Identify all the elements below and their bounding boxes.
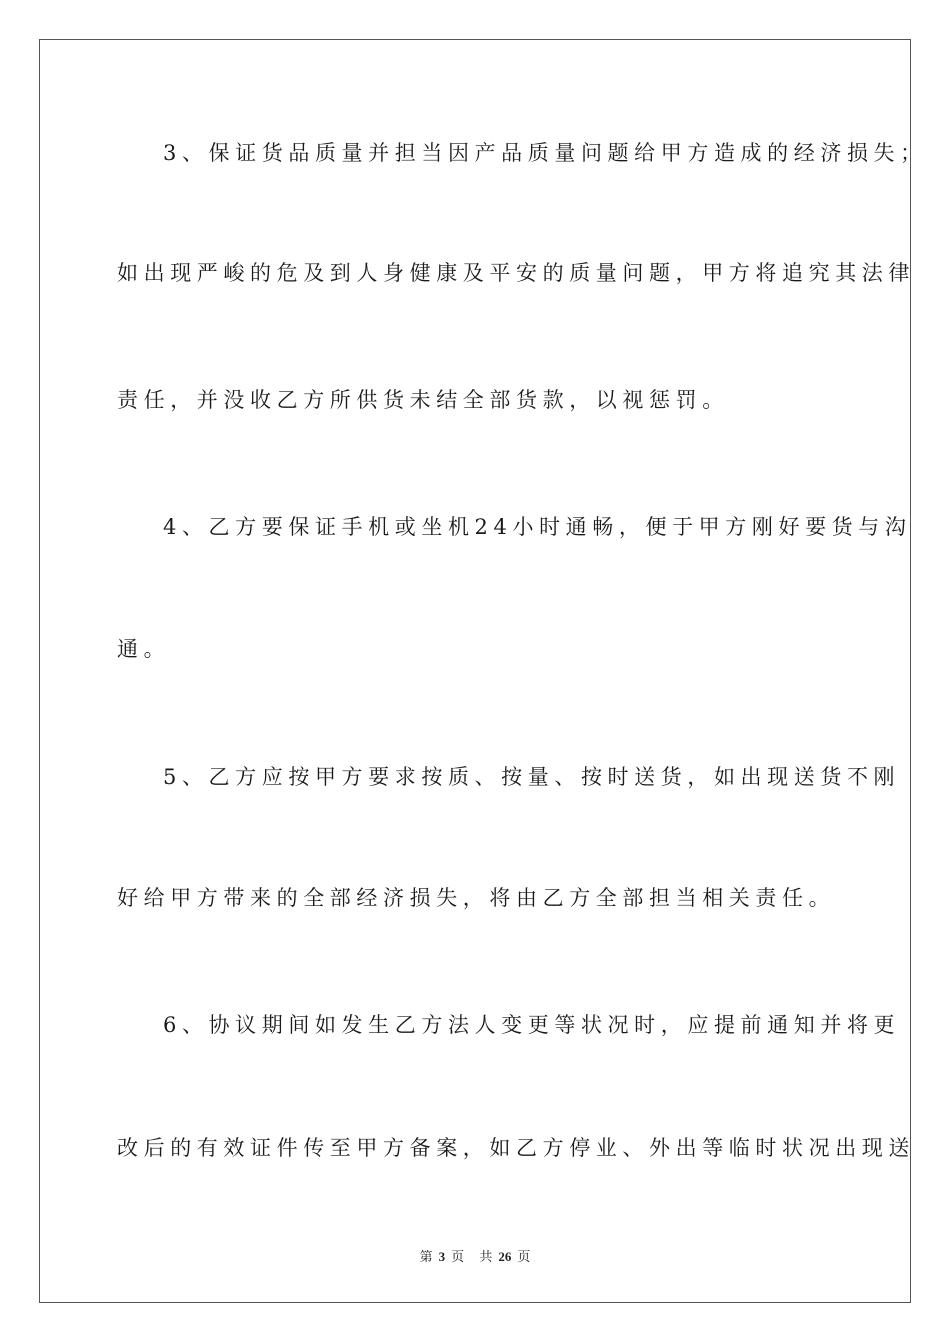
paragraph-line: 好给甲方带来的全部经济损失，将由乙方全部担当相关责任。 [117,886,836,910]
paragraph-line: 通。 [117,637,171,661]
paragraph-line: 3、保证货品质量并担当因产品质量问题给甲方造成的经济损失； [163,141,927,165]
paragraph-line: 5、乙方应按甲方要求按质、按量、按时送货，如出现送货不刚 [163,765,901,789]
paragraph-line: 如出现严峻的危及到人身健康及平安的质量问题，甲方将追究其法律 [117,261,915,285]
paragraph-line: 6、协议期间如发生乙方法人变更等状况时，应提前通知并将更 [163,1013,901,1037]
paragraph-line: 4、乙方要保证手机或坐机24小时通畅，便于甲方刚好要货与沟 [163,515,912,539]
page-number [417,1249,468,1264]
paragraph-line: 责任，并没收乙方所供货未结全部货款，以视惩罚。 [117,388,729,412]
page-border [39,39,911,1303]
page-prefix: 第 [419,1249,433,1264]
page-total [476,1249,533,1264]
page-footer [0,1246,950,1265]
total-pages: 26 [498,1249,512,1264]
page-suffix: 页 [451,1249,465,1264]
current-page: 3 [438,1249,446,1264]
total-prefix: 共 [479,1249,493,1264]
paragraph-line: 改后的有效证件传至甲方备案，如乙方停业、外出等临时状况出现送 [117,1136,915,1160]
total-suffix: 页 [517,1249,531,1264]
